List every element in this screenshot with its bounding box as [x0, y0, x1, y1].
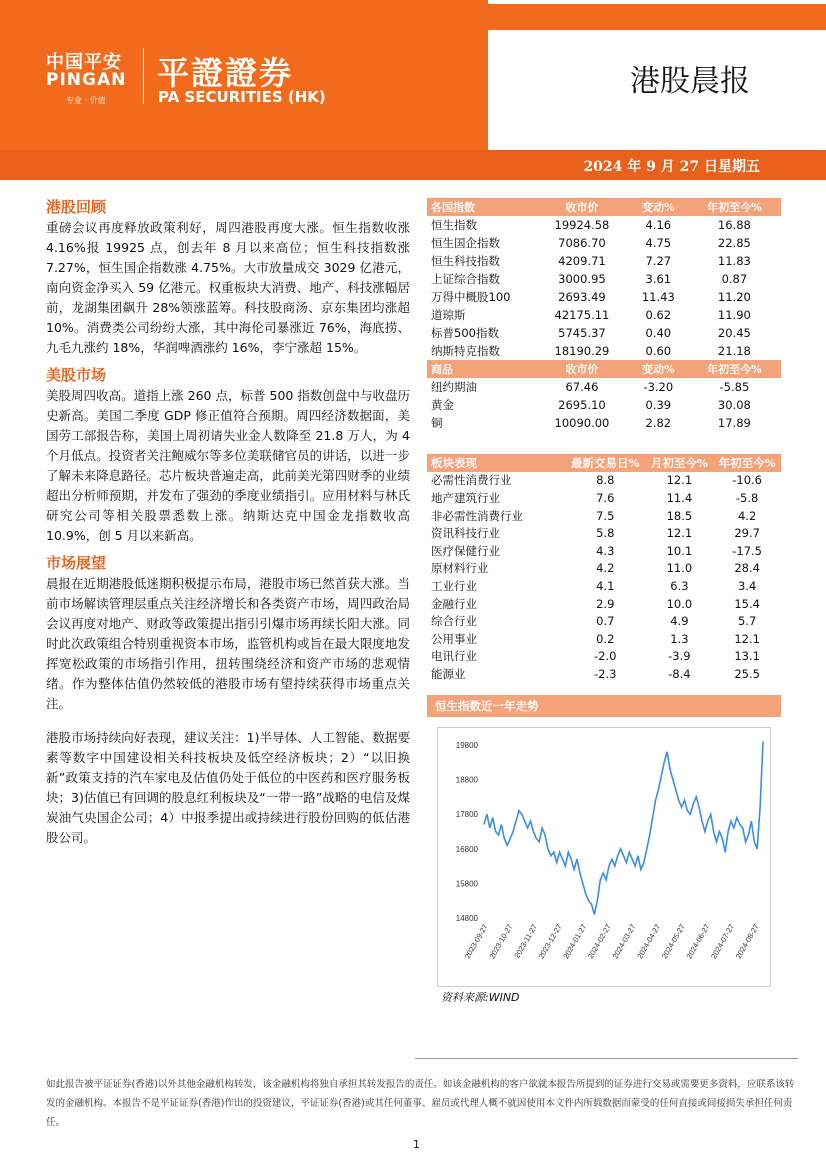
row-value: 4.2 [596, 561, 615, 576]
report-title: 港股晨报 [630, 64, 750, 99]
row-value: 13.1 [734, 649, 760, 664]
hsi-chart [437, 727, 771, 987]
row-value: 4.16 [645, 218, 672, 232]
chart-label: 恒生指数近一年走势 [427, 695, 781, 717]
section-paragraph: 港股市场持续向好表现，建议关注：1)半导体、人工智能、数据要素等数字中国建设相关科技板块及低空经济板块；2）“以旧换新”政策支持的汽车家电及估值仍处于低位的中医药和医疗服务板块；3)估值已有回调的股息红利板块及“一带一路”战略的电信及煤炭油气央国企公司；4）中报季提出或持续进行股份回购的低估港股公司。 [46, 730, 410, 845]
index-row [427, 288, 781, 306]
x-tick-label: 2024-01-27 [561, 922, 589, 960]
sector-row [427, 665, 781, 683]
row-value: 29.7 [734, 526, 760, 541]
x-tick-label: 2023-11-27 [512, 922, 540, 960]
sector-table-body [427, 472, 781, 683]
row-value: 16.88 [717, 218, 751, 232]
commodity-table-body [427, 378, 781, 432]
x-tick-label: 2023-10-27 [487, 922, 515, 960]
sector-row [427, 577, 781, 595]
table-header-row [427, 454, 781, 472]
y-tick-label: 18800 [455, 775, 478, 785]
brand-name-en: PA SECURITIES (HK) [158, 88, 326, 106]
row-value: 30.08 [717, 398, 751, 412]
row-value: 0.87 [721, 272, 748, 286]
y-tick-label: 15800 [455, 879, 478, 889]
row-value: 0.62 [645, 308, 672, 322]
row-value: 17.89 [717, 416, 751, 430]
row-value: 4.1 [596, 578, 615, 593]
sector-row [427, 542, 781, 560]
row-value: 2.9 [596, 596, 615, 611]
row-value: -3.20 [643, 380, 674, 394]
row-value: 12.1 [734, 631, 760, 646]
table-header-cell: 收市价 [535, 198, 629, 216]
sector-row [427, 524, 781, 542]
row-value: 5745.37 [558, 326, 606, 340]
commentary-column [46, 196, 410, 848]
section-title: 美股市场 [46, 366, 107, 384]
row-value: 3.61 [645, 272, 672, 286]
row-value: -5.85 [719, 380, 750, 394]
section-paragraph: 晨报在近期港股低迷期积极提示布局，港股市场已然首获大涨。当前市场解读管理层重点关注经济增长和各类资产市场，周四政治局会议再度对地产、财政等政策提出指引引爆市场再续长阳大涨。同时此次政策组合特别重视资本市场，监管机构或旨在最大限度地发挥宽松政策的市场指引作用，扭转围绕经济和资产市场的悲观情绪。作为整体估值仍然较低的港股市场有望持续获得市场重点关注。 [46, 576, 410, 711]
index-row [427, 270, 781, 288]
row-value: 28.4 [734, 561, 760, 576]
row-value: 0.40 [645, 326, 672, 340]
row-label: 上证综合指数 [431, 272, 500, 286]
header-white-top [488, 0, 826, 4]
row-label: 标普500指数 [431, 326, 499, 340]
row-value: 10090.00 [554, 416, 610, 430]
row-value: 11.20 [717, 290, 751, 304]
chart-source: 资料来源:WIND [441, 990, 520, 1004]
section-outlook [46, 552, 410, 848]
table-header-cell: 月初至今% [646, 454, 714, 472]
table-header-cell: 变动% [629, 360, 688, 378]
sector-row [427, 489, 781, 507]
y-tick-label: 19800 [455, 740, 478, 750]
row-value: 18.5 [666, 508, 693, 523]
row-label: 资讯科技行业 [431, 526, 500, 541]
page-number: 1 [413, 1138, 420, 1151]
x-tick-label: 2023-12-27 [536, 922, 564, 960]
row-label: 万得中概股100 [431, 290, 511, 304]
row-value: -3.9 [668, 649, 691, 664]
table-header-row [427, 360, 781, 378]
section-paragraph: 美股周四收高。道指上涨 260 点，标普 500 指数创盘中与收盘历史新高。美国二季度 GDP 修正值符合预期。周四经济数据面，美国劳工部报告称，美国上周初请失业金人数降至 21.8 万人，为 4 个月低点。投资者关注鲍威尔等多位美联储官员的讲话，以进一步了解未来降息路径。芯片板块普遍走高，此前美光第四财季的业绩超出分析师预期，并发布了强劲的季度业绩指引。应用材料与林氏研究公司等相关股票悉数上涨。纳斯达克中国金龙指数收高 10.9%，创 5 月以来新高。 [46, 388, 410, 543]
sector-table [427, 454, 781, 683]
row-value: 11.90 [717, 308, 751, 322]
index-row [427, 324, 781, 342]
row-value: 8.8 [596, 473, 615, 488]
index-row [427, 342, 781, 360]
table-header-cell: 年初至今% [688, 360, 781, 378]
logo-slogan: 专业 · 价值 [66, 96, 106, 105]
row-value: -2.0 [594, 649, 617, 664]
x-tick-label: 2024-06-27 [684, 922, 712, 960]
hsi-series-line [484, 741, 763, 914]
row-value: 11.4 [666, 490, 693, 505]
row-value: -5.8 [735, 490, 759, 505]
hsi-line-chart [438, 728, 770, 986]
row-label: 金融行业 [431, 596, 477, 611]
sector-row [427, 630, 781, 648]
row-label: 电讯行业 [431, 649, 477, 664]
x-tick-label: 2024-05-27 [659, 922, 687, 960]
table-header-cell: 年初至今% [688, 198, 781, 216]
row-value: 3.4 [737, 578, 757, 593]
row-value: 18190.29 [554, 344, 610, 358]
row-value: -8.4 [668, 666, 691, 681]
row-value: 21.18 [717, 344, 751, 358]
brand-name-cn: 平證證券 [157, 54, 294, 92]
row-value: 11.43 [641, 290, 675, 304]
row-value: 5.7 [737, 614, 757, 629]
row-value: 10.0 [666, 596, 693, 611]
row-value: 4.75 [645, 236, 672, 250]
row-label: 纳斯特克指数 [431, 344, 500, 358]
row-value: 19924.58 [554, 218, 610, 232]
footer-divider [415, 1058, 798, 1059]
index-table [427, 198, 781, 432]
row-value: 11.83 [717, 254, 751, 268]
logo-divider [143, 48, 144, 104]
row-value: 10.1 [666, 543, 693, 558]
spacer [427, 432, 781, 454]
commodity-row [427, 396, 781, 414]
y-tick-label: 16800 [455, 844, 478, 854]
section-title: 港股回顾 [46, 198, 107, 216]
x-tick-label: 2023-09-27 [462, 922, 490, 960]
section-hk-review [46, 196, 410, 358]
row-value: 0.39 [645, 398, 672, 412]
row-label: 医疗保健行业 [431, 543, 500, 558]
row-label: 原材料行业 [431, 561, 489, 576]
section-paragraph: 重磅会议再度释放政策利好，周四港股再度大涨。恒生指数收涨 4.16%报 19925 点，创去年 8 月以来高位；恒生科技指数涨 7.27%，恒生国企指数涨 4.75%。大市放量成交 3029 亿港元，南向资金净买入 59 亿港元。权重板块大消费、地产、科技涨幅居前，龙湖集团飙升 28%领涨蓝筹。科技股商汤、京东集团均涨超 10%。消费类公司纷纷大涨，其中海伦司暴涨近 76%，海底捞、九毛九涨约 18%，华润啤酒涨约 16%，李宁涨超 15%。 [46, 220, 410, 355]
sector-row [427, 560, 781, 578]
table-header-cell: 变动% [629, 198, 688, 216]
row-value: 22.85 [717, 236, 751, 250]
sector-row [427, 612, 781, 630]
table-header-cell: 各国指数 [427, 198, 535, 216]
row-value: 5.8 [596, 526, 615, 541]
x-tick-label: 2024-02-27 [585, 922, 613, 960]
commodity-row [427, 378, 781, 396]
row-value: 4209.71 [558, 254, 606, 268]
row-value: 12.1 [666, 473, 693, 488]
row-label: 非必需性消费行业 [431, 508, 523, 523]
index-row [427, 306, 781, 324]
row-label: 恒生科技指数 [431, 254, 500, 268]
sector-row [427, 595, 781, 613]
y-tick-label: 17800 [455, 809, 478, 819]
row-label: 必需性消费行业 [431, 473, 512, 488]
row-value: -10.6 [732, 473, 762, 488]
pingan-logo-cn: 中国平安 [46, 52, 122, 73]
sector-row [427, 472, 781, 490]
row-value: 7.6 [596, 490, 615, 505]
row-label: 恒生国企指数 [431, 236, 500, 250]
table-header-cell: 年初至今% [713, 454, 781, 472]
row-value: 12.1 [666, 526, 693, 541]
row-value: 42175.11 [554, 308, 610, 322]
section-title: 市场展望 [46, 554, 107, 572]
pingan-logo-en: PINGAN [46, 70, 127, 90]
row-value: 2693.49 [558, 290, 606, 304]
row-label: 铜 [431, 416, 443, 430]
row-value: 4.3 [596, 543, 615, 558]
row-value: 0.60 [645, 344, 672, 358]
x-tick-label: 2024-07-27 [709, 922, 737, 960]
row-label: 黄金 [431, 398, 454, 412]
section-us-market [46, 364, 410, 546]
row-label: 地产建筑行业 [431, 490, 500, 505]
row-label: 恒生指数 [431, 218, 477, 232]
row-label: 纽约期油 [431, 380, 477, 394]
table-header-row [427, 198, 781, 216]
row-value: 7.5 [596, 508, 615, 523]
row-value: -2.3 [594, 666, 617, 681]
row-value: 1.3 [670, 631, 689, 646]
row-value: 7086.70 [558, 236, 606, 250]
row-value: 7.27 [645, 254, 672, 268]
y-tick-label: 14800 [455, 913, 478, 923]
table-header-cell: 最新交易日% [565, 454, 646, 472]
data-column [427, 198, 781, 1005]
row-label: 公用事业 [431, 631, 477, 646]
index-row [427, 234, 781, 252]
index-row [427, 216, 781, 234]
row-value: -17.5 [732, 543, 762, 558]
row-label: 综合行业 [431, 614, 477, 629]
row-label: 能源业 [431, 666, 466, 681]
row-value: 0.7 [596, 614, 615, 629]
row-value: 6.3 [670, 578, 689, 593]
table-header-cell: 板块表现 [427, 454, 565, 472]
commodity-row [427, 414, 781, 432]
index-row [427, 252, 781, 270]
table-header-cell: 商品 [427, 360, 535, 378]
x-tick-label: 2024-03-27 [610, 922, 638, 960]
row-value: 2695.10 [558, 398, 606, 412]
row-value: 2.82 [645, 416, 672, 430]
row-value: 0.2 [596, 631, 615, 646]
row-value: 4.2 [737, 508, 757, 523]
table-header-cell: 收市价 [535, 360, 629, 378]
sector-row [427, 648, 781, 666]
disclaimer: 如此报告被平证证券(香港)以外其他金融机构转发，该金融机构将独自承担其转发报告的责任。如该金融机构的客户欲就本报告所提到的证券进行交易或需要更多资料，应联系该转发的金融机构。本报告不是平证证券(香港)作出的投资建议，平证证券(香港)或其任何董事、雇员或代理人概不就因使用本文件内所载数据而蒙受的任何直接或间接损失承担任何责任。 [46, 1079, 795, 1128]
row-value: 20.45 [717, 326, 751, 340]
row-label: 道琼斯 [431, 308, 466, 322]
row-value: 3000.95 [558, 272, 606, 286]
index-table-body [427, 216, 781, 360]
sector-row [427, 507, 781, 525]
row-value: 4.9 [670, 614, 689, 629]
row-label: 工业行业 [431, 578, 477, 593]
row-value: 11.0 [666, 561, 693, 576]
x-tick-label: 2024-04-27 [635, 922, 663, 960]
row-value: 67.46 [565, 380, 599, 394]
report-date: 2024 年 9 月 27 日星期五 [583, 159, 760, 175]
row-value: 15.4 [734, 596, 760, 611]
row-value: 25.5 [734, 666, 760, 681]
x-tick-label: 2024-08-27 [733, 922, 761, 960]
